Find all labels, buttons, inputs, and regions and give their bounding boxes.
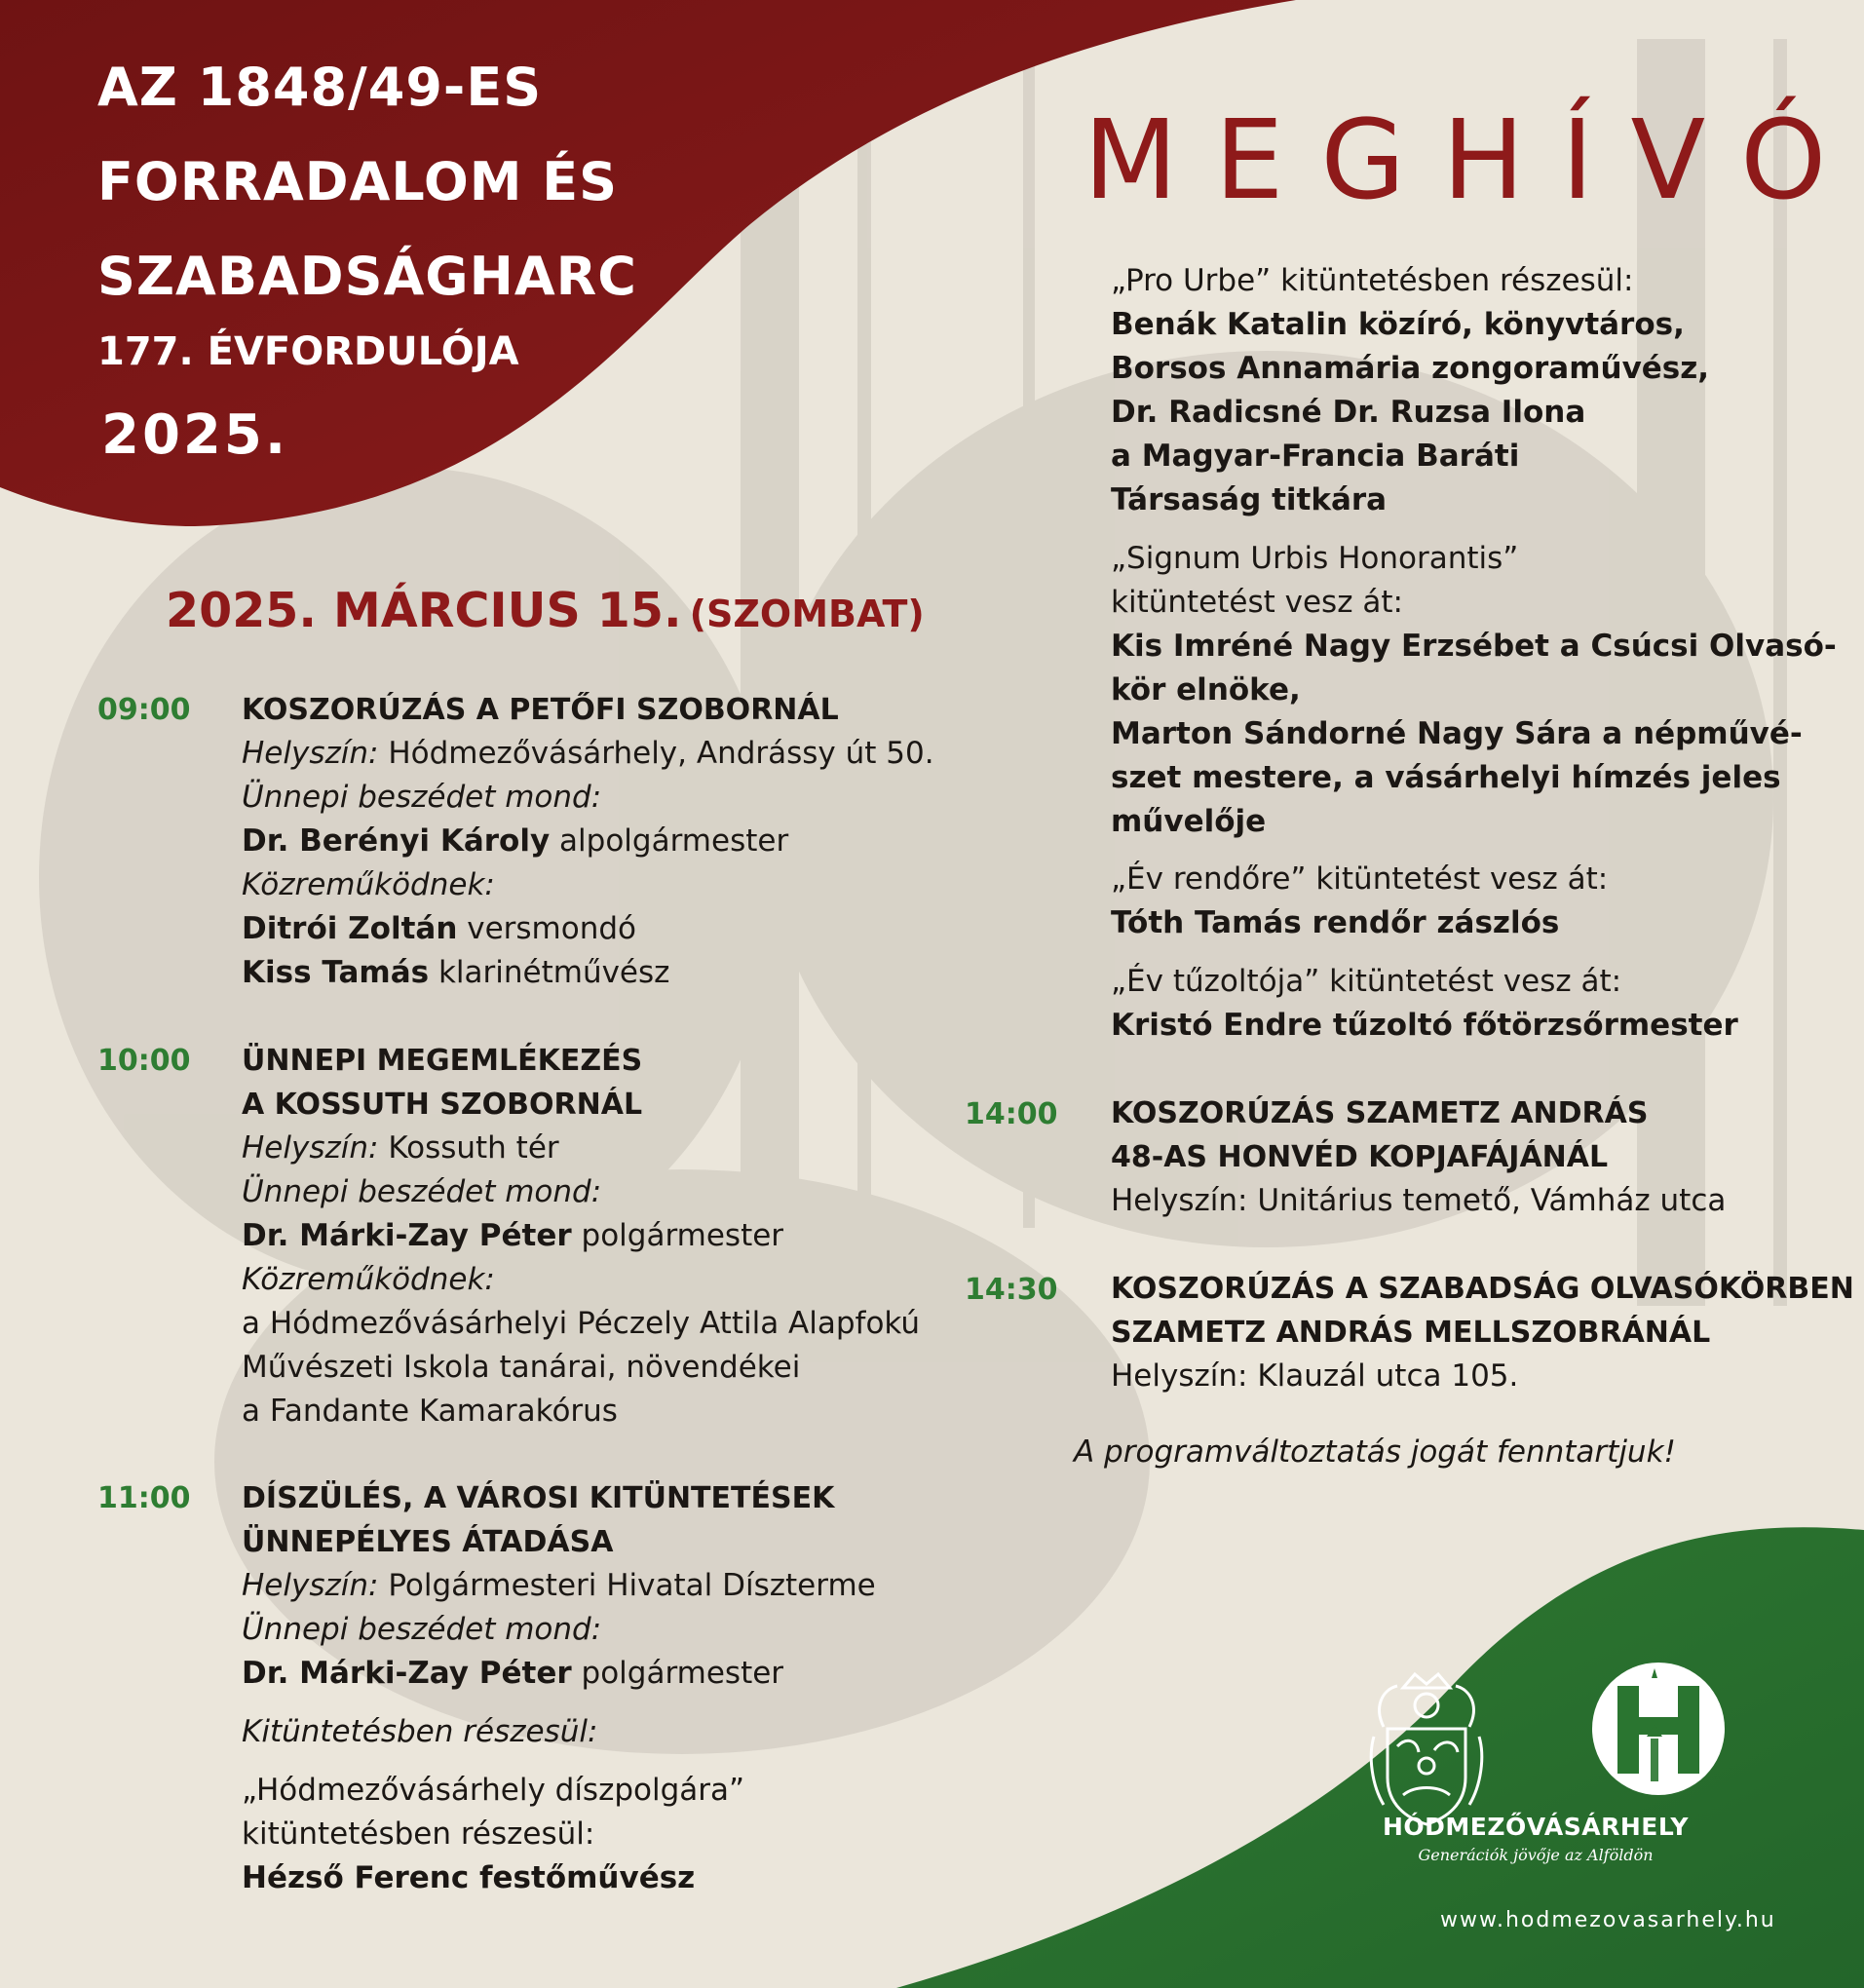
award-label: „Év tűzoltója” kitüntetést vesz át: [1111, 964, 1622, 999]
award-recipient: Tóth Tamás rendőr zászlós [1111, 905, 1560, 940]
awards-label: Kitüntetésben részesül: [242, 1714, 598, 1749]
award-title: „Hódmezővásárhely díszpolgára” [242, 1773, 745, 1808]
award-signum [1111, 537, 1837, 844]
event-date-main: 2025. MÁRCIUS 15. [166, 583, 682, 638]
award-label: „Pro Urbe” kitüntetésben részesül: [1111, 263, 1634, 298]
event-0900 [242, 688, 934, 995]
event-date-day: (SZOMBAT) [689, 593, 925, 635]
header-line-3: SZABADSÁGHARC [97, 246, 637, 307]
speech-label: Ünnepi beszédet mond: [242, 1174, 602, 1209]
event-venue: Helyszín: Hódmezővásárhely, Andrássy út 50. [242, 736, 934, 771]
contributor: a Fandante Kamarakórus [242, 1394, 618, 1429]
contributor: a Hódmezővásárhelyi Péczely Attila Alapfokú [242, 1306, 921, 1341]
award-recipient: Hézső Ferenc festőművész [242, 1860, 696, 1895]
contributor: Művészeti Iskola tanárai, növendékei [242, 1350, 801, 1385]
header-line-2: FORRADALOM ÉS [97, 151, 619, 212]
award-recipient: Marton Sándorné Nagy Sára a népművé- [1111, 716, 1803, 751]
brand-name: HÓDMEZŐVÁSÁRHELY [1382, 1813, 1690, 1841]
event-time-1400: 14:00 [965, 1097, 1058, 1131]
event-title: A KOSSUTH SZOBORNÁL [242, 1088, 643, 1122]
header-year: 2025. [101, 403, 289, 467]
event-date [166, 583, 925, 638]
event-venue: Helyszín: Klauzál utca 105. [1111, 1358, 1519, 1394]
award-firefighter [1111, 960, 1738, 1048]
contributors-label: Közreműködnek: [242, 867, 495, 902]
header-line-1: AZ 1848/49-ES [97, 57, 543, 118]
event-title: KOSZORÚZÁS A PETŐFI SZOBORNÁL [242, 693, 839, 727]
event-1430 [1111, 1267, 1854, 1398]
contributor: Kiss Tamás klarinétművész [242, 955, 670, 990]
event-venue: Helyszín: Kossuth tér [242, 1130, 559, 1166]
website-link[interactable]: www.hodmezovasarhely.hu [1440, 1908, 1776, 1932]
event-venue: Helyszín: Polgármesteri Hivatal Díszterme [242, 1568, 876, 1603]
award-recipient: kör elnöke, [1111, 672, 1301, 707]
award-recipient: művelője [1111, 804, 1267, 839]
event-1400 [1111, 1091, 1726, 1223]
event-title: SZAMETZ ANDRÁS MELLSZOBRÁNÁL [1111, 1316, 1711, 1350]
award-label: „Signum Urbis Honorantis” [1111, 541, 1519, 576]
award-recipient: Dr. Radicsné Dr. Ruzsa Ilona [1111, 395, 1586, 430]
speech-label: Ünnepi beszédet mond: [242, 1612, 602, 1647]
event-title: KOSZORÚZÁS A SZABADSÁG OLVASÓKÖRBEN [1111, 1272, 1854, 1306]
award-label: kitüntetést vesz át: [1111, 585, 1403, 620]
event-title: ÜNNEPI MEGEMLÉKEZÉS [242, 1044, 643, 1078]
event-time-1100: 11:00 [97, 1481, 191, 1515]
event-title: ÜNNEPÉLYES ÁTADÁSA [242, 1525, 614, 1559]
program-change-note: A programváltoztatás jogát fenntartjuk! [1074, 1434, 1676, 1470]
speaker: Dr. Márki-Zay Péter polgármester [242, 1656, 784, 1691]
award-recipient: Benák Katalin közíró, könyvtáros, [1111, 307, 1685, 342]
event-title: 48-AS HONVÉD KOPJAFÁJÁNÁL [1111, 1140, 1609, 1174]
award-recipient: Kis Imréné Nagy Erzsébet a Csúcsi Olvasó- [1111, 629, 1837, 664]
invitation-title: MEGHÍVÓ [1084, 97, 1864, 224]
award-recipient: Kristó Endre tűzoltó főtörzsőrmester [1111, 1008, 1738, 1043]
city-logo-icon [1590, 1661, 1727, 1797]
contributors-label: Közreműködnek: [242, 1262, 495, 1297]
award-recipient: a Magyar-Francia Baráti [1111, 439, 1520, 474]
award-pro-urbe [1111, 259, 1709, 522]
header-anniversary: 177. ÉVFORDULÓJA [97, 329, 519, 374]
coat-of-arms-icon [1364, 1668, 1489, 1834]
event-1000 [242, 1039, 920, 1434]
event-time-0900: 09:00 [97, 693, 191, 727]
award-label: „Év rendőre” kitüntetést vesz át: [1111, 861, 1609, 897]
event-time-1000: 10:00 [97, 1044, 191, 1078]
event-title: KOSZORÚZÁS SZAMETZ ANDRÁS [1111, 1096, 1649, 1130]
award-recipient: Társaság titkára [1111, 482, 1388, 517]
speech-label: Ünnepi beszédet mond: [242, 780, 602, 815]
speaker: Dr. Márki-Zay Péter polgármester [242, 1218, 784, 1253]
brand-slogan: Generációk jövője az Alföldön [1418, 1846, 1654, 1864]
award-recipient: szet mestere, a vásárhelyi hímzés jeles [1111, 760, 1781, 795]
contributor: Ditrói Zoltán versmondó [242, 911, 637, 946]
event-title: DÍSZÜLÉS, A VÁROSI KITÜNTETÉSEK [242, 1481, 835, 1515]
event-time-1430: 14:30 [965, 1273, 1058, 1307]
award-recipient: Borsos Annamária zongoraművész, [1111, 351, 1710, 386]
event-venue: Helyszín: Unitárius temető, Vámház utca [1111, 1183, 1727, 1218]
award-police [1111, 858, 1608, 945]
event-1100 [242, 1476, 876, 1900]
speaker: Dr. Berényi Károly alpolgármester [242, 823, 789, 859]
award-title: kitüntetésben részesül: [242, 1816, 595, 1852]
